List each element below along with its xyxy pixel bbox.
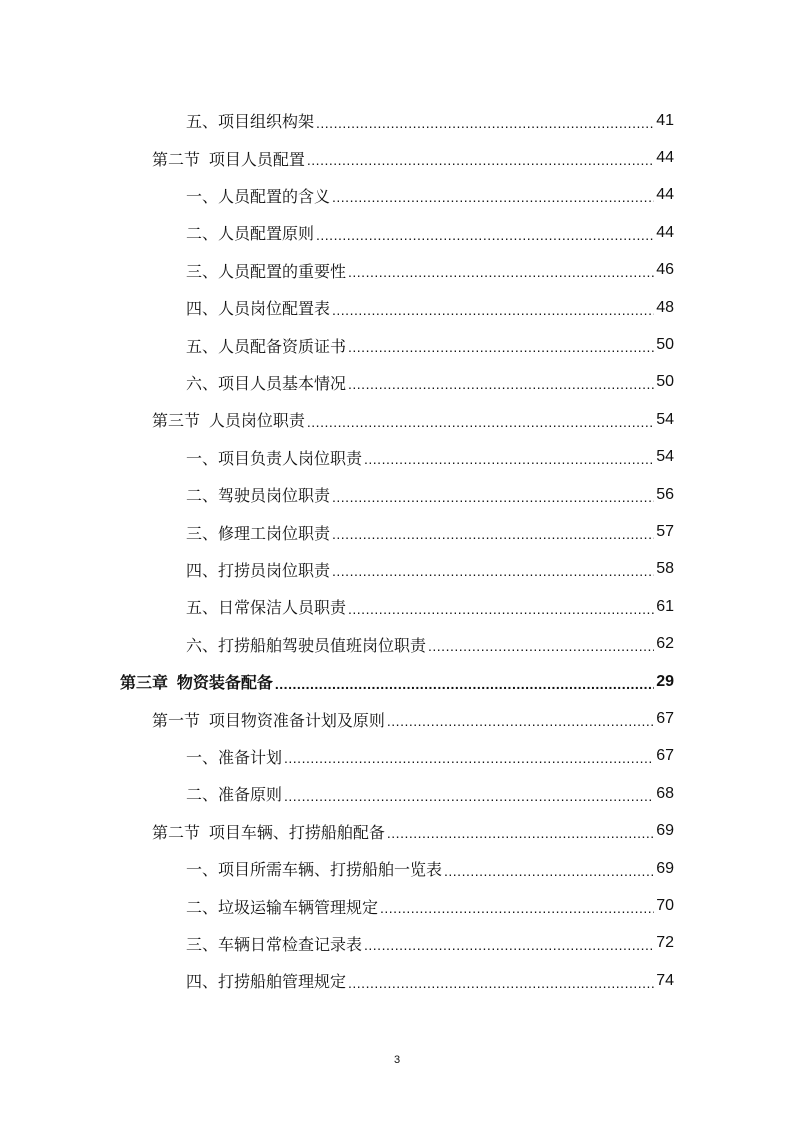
toc-entry-title: 一、项目负责人岗位职责 [186,450,363,468]
toc-entry-page: 44 [656,186,674,204]
dot-leader [387,709,654,729]
toc-item-entry[interactable] [186,476,674,513]
dot-leader [348,335,654,355]
toc-item-entry[interactable] [186,177,674,214]
toc-section-entry[interactable] [152,401,674,438]
toc-entry-title: 一、项目所需车辆、打捞船舶一览表 [186,862,443,880]
toc-entry-page: 58 [656,560,674,578]
toc-chapter-entry[interactable] [120,663,674,700]
toc-entry-page: 69 [656,822,674,840]
toc-entry-title: 第一节 项目物资准备计划及原则 [152,712,385,730]
toc-entry-title: 三、人员配置的重要性 [186,263,347,281]
dot-leader [387,821,654,841]
toc-entry-page: 46 [656,261,674,279]
toc-entry-title: 四、打捞船舶管理规定 [186,974,347,992]
toc-entry-title: 二、准备原则 [186,787,283,805]
dot-leader [364,933,654,953]
toc-entry-title: 五、日常保洁人员职责 [186,600,347,618]
toc-item-entry[interactable] [186,102,674,139]
dot-leader [332,522,654,542]
dot-leader [380,896,654,916]
toc-item-entry[interactable] [186,962,674,999]
toc-entry-title: 二、人员配置原则 [186,226,315,244]
toc-item-entry[interactable] [186,738,674,775]
toc-item-entry[interactable] [186,925,674,962]
toc-entry-page: 54 [656,410,674,428]
toc-entry-page: 54 [656,448,674,466]
toc-entry-title: 四、打捞员岗位职责 [186,562,331,580]
toc-entry-page: 61 [656,597,674,615]
toc-entry-page: 29 [656,672,674,690]
toc-entry-page: 67 [656,747,674,765]
toc-item-entry[interactable] [186,439,674,476]
toc-entry-page: 70 [656,897,674,915]
toc-entry-page: 67 [656,710,674,728]
toc-entry-title: 三、车辆日常检查记录表 [186,936,363,954]
dot-leader [348,971,654,991]
dot-leader [428,634,654,654]
toc-entry-title: 第二节 项目人员配置 [152,151,305,169]
toc-entry-page: 57 [656,523,674,541]
toc-item-entry[interactable] [186,887,674,924]
toc-entry-title: 二、驾驶员岗位职责 [186,488,331,506]
toc-entry-title: 六、打捞船舶驾驶员值班岗位职责 [186,637,427,655]
dot-leader [284,784,654,804]
dot-leader [444,859,654,879]
toc-entry-title: 一、准备计划 [186,749,283,767]
toc-entry-page: 68 [656,784,674,802]
toc-entry-page: 56 [656,485,674,503]
toc-item-entry[interactable] [186,326,674,363]
toc-entry-page: 62 [656,635,674,653]
dot-leader [316,111,654,131]
dot-leader [348,372,654,392]
toc-item-entry[interactable] [186,214,674,251]
toc-section-entry[interactable] [152,139,674,176]
toc-section-entry[interactable] [152,700,674,737]
toc-entry-title: 五、项目组织构架 [186,114,315,132]
toc-item-entry[interactable] [186,551,674,588]
toc-item-entry[interactable] [186,588,674,625]
dot-leader [332,298,654,318]
toc-section-entry[interactable] [152,813,674,850]
dot-leader [307,148,654,168]
toc-entry-title: 四、人员岗位配置表 [186,301,331,319]
toc-item-entry[interactable] [186,252,674,289]
dot-leader [332,559,654,579]
toc-entry-page: 72 [656,934,674,952]
toc-item-entry[interactable] [186,289,674,326]
dot-leader [348,597,654,617]
dot-leader [364,447,654,467]
toc-entry-page: 74 [656,971,674,989]
toc-entry-title: 三、修理工岗位职责 [186,525,331,543]
page-number: 3 [393,1054,401,1066]
toc-entry-title: 第三节 人员岗位职责 [152,413,305,431]
toc-item-entry[interactable] [186,513,674,550]
dot-leader [332,485,654,505]
toc-entry-page: 44 [656,223,674,241]
toc-entry-page: 50 [656,373,674,391]
toc-entry-title: 六、项目人员基本情况 [186,375,347,393]
dot-leader [316,223,654,243]
toc-item-entry[interactable] [186,626,674,663]
toc-entry-title: 第三章 物资装备配备 [120,675,273,693]
dot-leader [332,185,654,205]
toc-item-entry[interactable] [186,850,674,887]
toc-entry-page: 48 [656,298,674,316]
dot-leader [275,672,654,692]
toc-entry-title: 第二节 项目车辆、打捞船舶配备 [152,824,385,842]
dot-leader [348,260,654,280]
toc-entry-title: 二、垃圾运输车辆管理规定 [186,899,379,917]
toc-entry-page: 50 [656,336,674,354]
dot-leader [284,746,654,766]
toc-entry-page: 69 [656,859,674,877]
toc-item-entry[interactable] [186,775,674,812]
toc-entry-title: 五、人员配备资质证书 [186,338,347,356]
toc-entry-title: 一、人员配置的含义 [186,188,331,206]
toc-entry-page: 44 [656,149,674,167]
toc-entry-page: 41 [656,111,674,129]
toc-item-entry[interactable] [186,364,674,401]
dot-leader [307,410,654,430]
